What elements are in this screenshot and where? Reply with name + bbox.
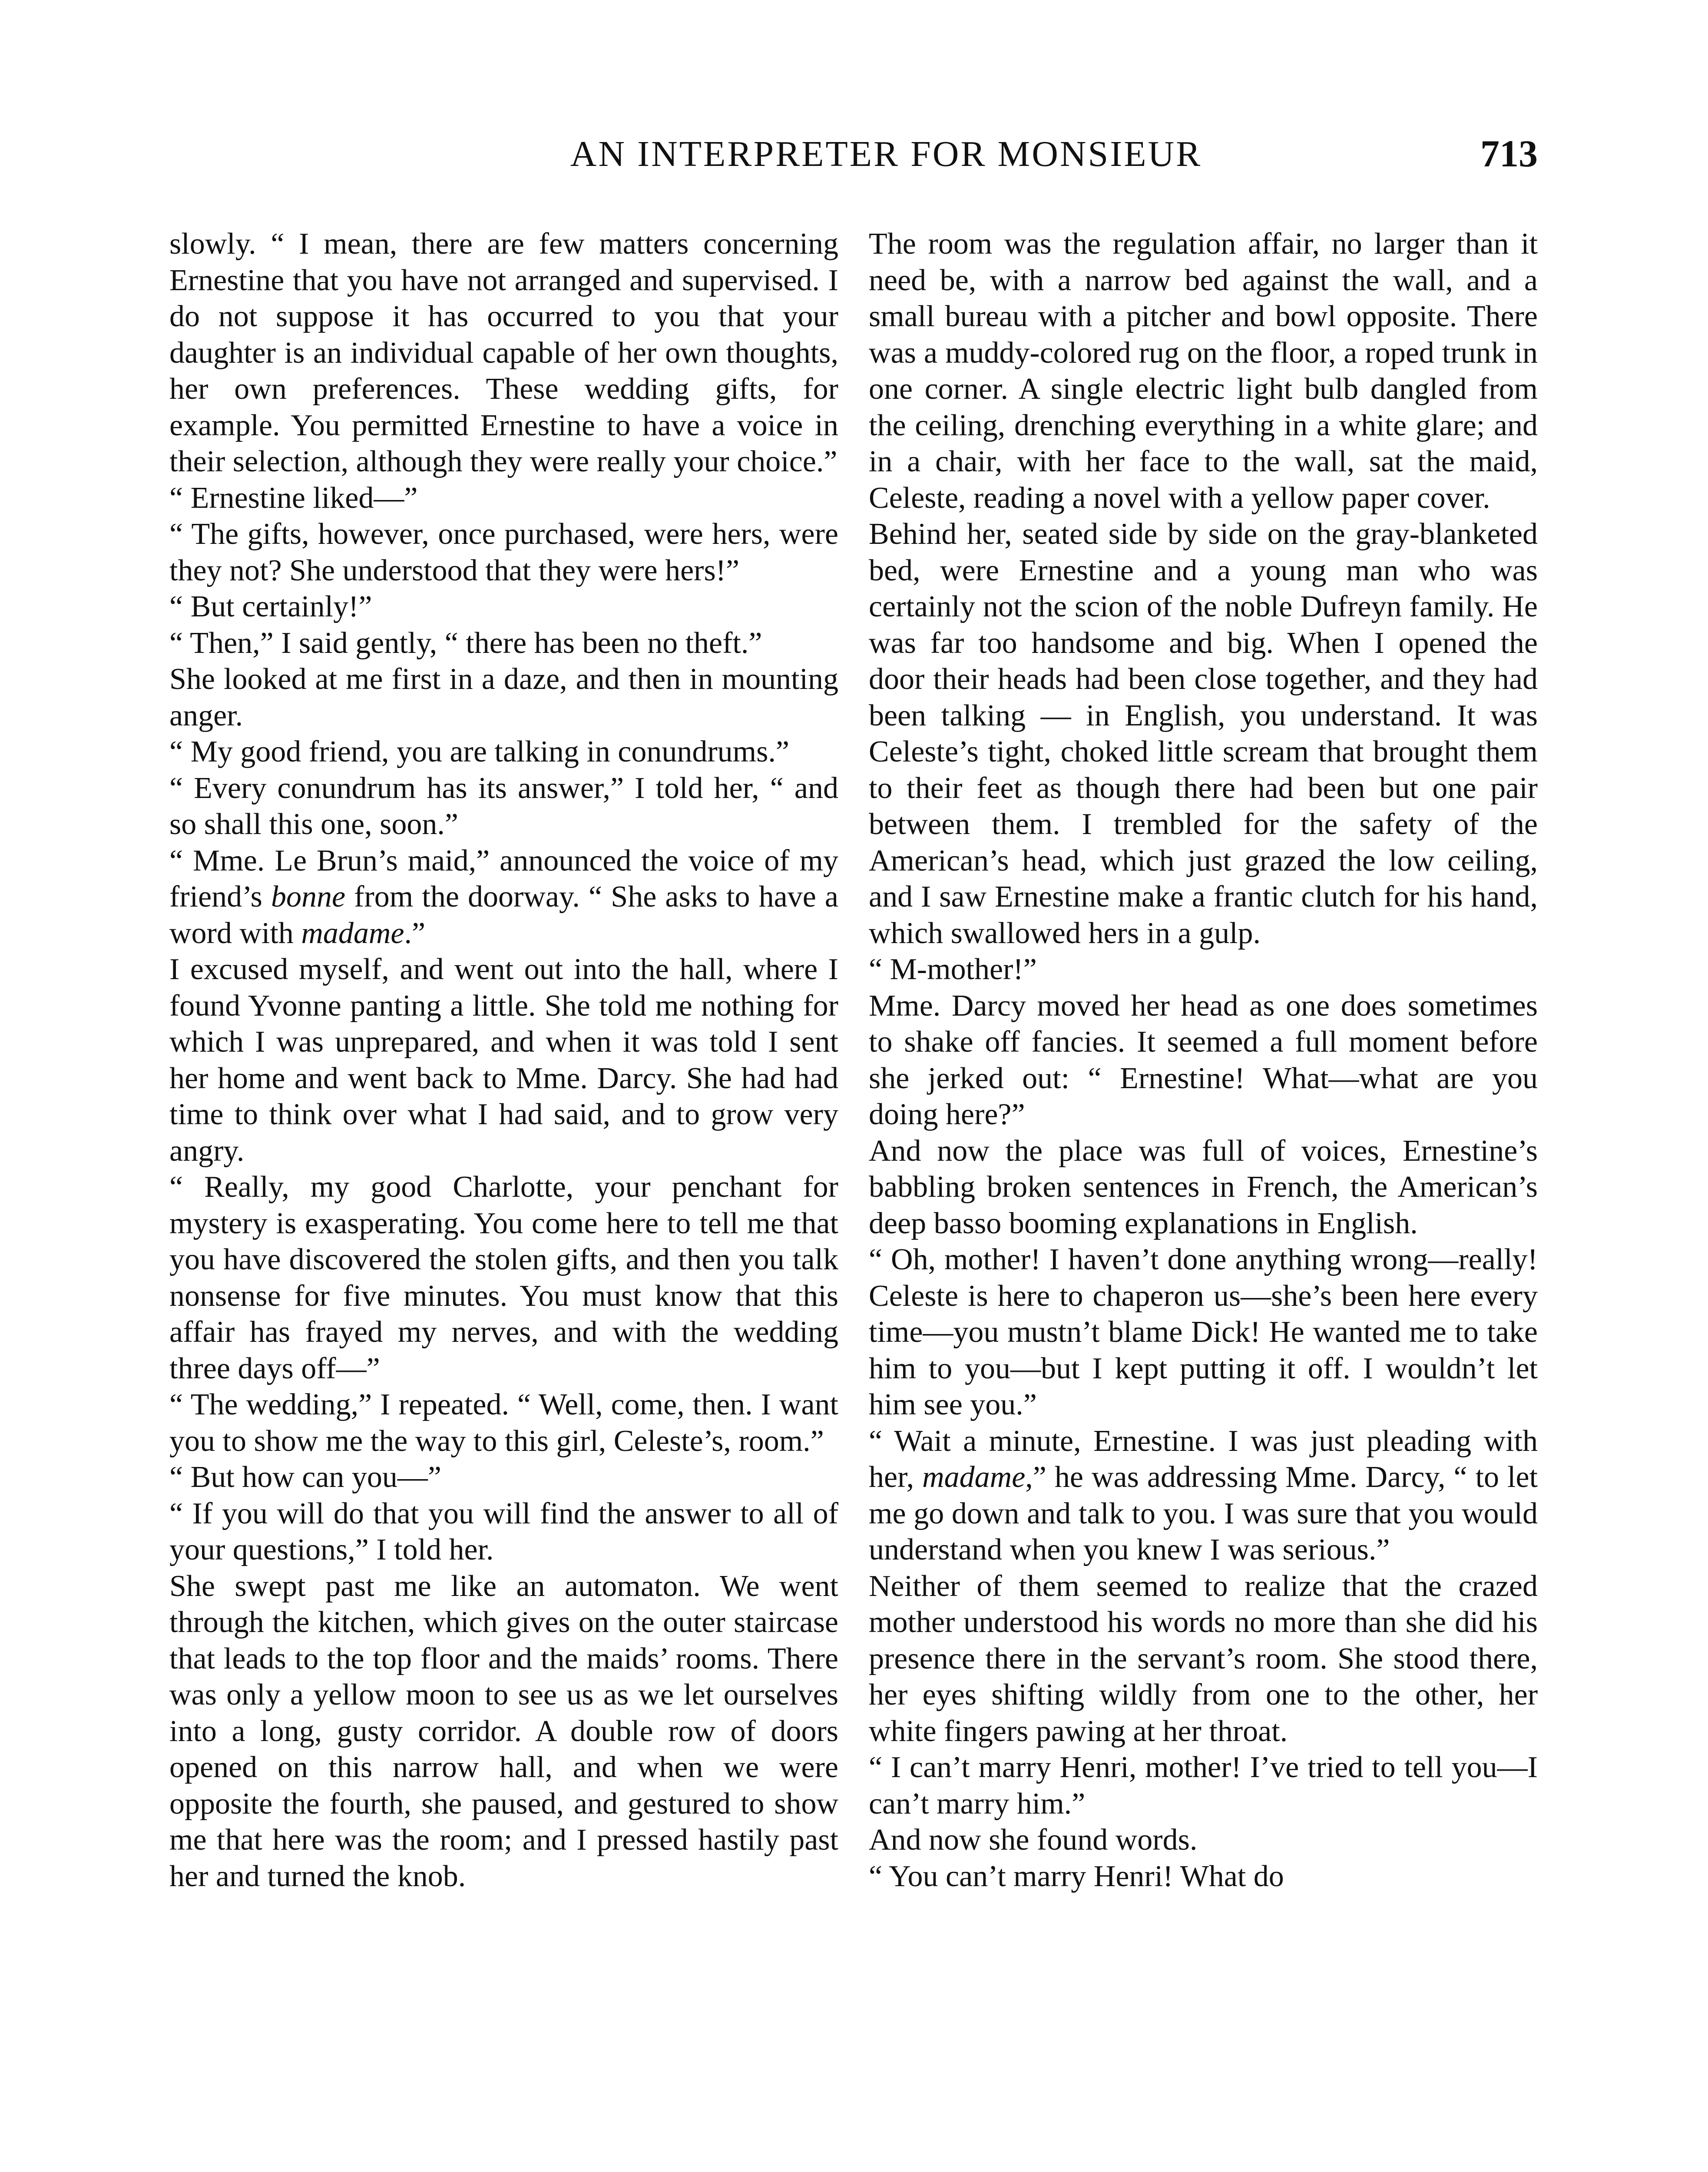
paragraph: “ But how can you—” xyxy=(169,1460,441,1494)
paragraph: “ The wedding,” I repeated. “ Well, come, then. I want you to show me the way to this girl, Celeste’s, room.” xyxy=(169,1388,838,1458)
paragraph: “ The gifts, however, once purchased, were hers, were they not? She understood that they were hers!” xyxy=(169,517,838,587)
paragraph: “ But certainly!” xyxy=(169,590,372,623)
italic-word: madame xyxy=(922,1460,1026,1494)
italic-word: bonne xyxy=(271,880,346,914)
paragraph: Behind her, seated side by side on the gray-blanketed bed, were Ernestine and a young man who was certainly not the scion of the noble Dufreyn family. He was far too handsome and big. When I opened the door their heads had been close together, and they had been talking — in English, you understand. It was Celeste’s tight, choked little scream that brought them to their feet as though there had been but one pair between them. I trembled for the safety of the American’s head, which just grazed the low ceiling, and I saw Ernestine make a frantic clutch for his hand, which swallowed hers in a gulp. xyxy=(869,517,1538,950)
paragraph: She swept past me like an automaton. We went through the kitchen, which gives on the outer staircase that leads to the top floor and the maids’ rooms. There was only a yellow moon to see us as we let ourselves into a long, gusty corridor. A double row of doors opened on this narrow hall, and when we were opposite the fourth, she paused, and gestured to show me that here was the room; and I pressed hastily past her and turned the knob. xyxy=(169,1569,838,1893)
paragraph: “ Then,” I said gently, “ there has been no theft.” xyxy=(169,626,762,660)
paragraph: And now the place was full of voices, Ernestine’s babbling broken sentences in French, the American’s deep basso booming explanations in English. xyxy=(869,1134,1538,1240)
paragraph: And now she found words. xyxy=(869,1823,1198,1857)
paragraph: “ Ernestine liked—” xyxy=(169,481,418,515)
paragraph: “ Really, my good Charlotte, your penchant for mystery is exasperating. You come here to tell me that you have discovered the stolen gifts, and then you talk nonsense for five minutes. You must know that this affair has frayed my nerves, and with the wedding three days off—” xyxy=(169,1170,838,1385)
paragraph: “ Wait a minute, Ernestine. I was just pleading with her, madame,” he was addressing Mme. Darcy, “ to let me go down and talk to you. I was sure that you would understand when you knew I was serious.” xyxy=(869,1424,1538,1566)
right-column xyxy=(869,226,1538,1894)
paragraph: Neither of them seemed to realize that the crazed mother understood his words no more than she did his presence there in the servant’s room. She stood there, her eyes shifting wildly from one to the other, her white fingers pawing at her throat. xyxy=(869,1569,1538,1748)
paragraph: Mme. Darcy moved her head as one does sometimes to shake off fancies. It seemed a full moment before she jerked out: “ Ernestine! What—what are you doing here?” xyxy=(869,989,1538,1131)
paragraph: slowly. “ I mean, there are few matters concerning Ernestine that you have not arranged and supervised. I do not suppose it has occurred to you that your daughter is an individual capable of her own thoughts, her own preferences. These wedding gifts, for example. You permitted Ernestine to have a voice in their selection, although they were really your choice.” xyxy=(169,227,838,478)
paragraph: “ Every conundrum has its answer,” I told her, “ and so shall this one, soon.” xyxy=(169,771,838,841)
paragraph: The room was the regulation affair, no larger than it need be, with a narrow bed against the wall, and a small bureau with a pitcher and bowl opposite. There was a muddy-colored rug on the floor, a roped trunk in one corner. A single electric light bulb dangled from the ceiling, drenching everything in a white glare; and in a chair, with her face to the wall, sat the maid, Celeste, reading a novel with a yellow paper cover. xyxy=(869,227,1538,515)
paragraph: She looked at me first in a daze, and then in mounting anger. xyxy=(169,662,838,732)
paragraph: “ If you will do that you will find the answer to all of your questions,” I told her. xyxy=(169,1497,838,1566)
italic-word: madame xyxy=(301,916,404,950)
paragraph: “ You can’t marry Henri! What do xyxy=(869,1859,1284,1893)
paragraph: “ Mme. Le Brun’s maid,” announced the voice of my friend’s bonne from the doorway. “ She asks to have a word with madame.” xyxy=(169,844,839,950)
page-number: 713 xyxy=(1480,133,1538,175)
paragraph: “ My good friend, you are talking in conundrums.” xyxy=(169,735,789,768)
page-header xyxy=(169,130,1538,178)
paragraph: I excused myself, and went out into the hall, where I found Yvonne panting a little. She told me nothing for which I was unprepared, and when it was told I sent her home and went back to Mme. Darcy. She had had time to think over what I had said, and to grow very angry. xyxy=(169,953,838,1168)
left-column xyxy=(169,226,838,1894)
paragraph: “ Oh, mother! I haven’t done anything wrong—really! Celeste is here to chaperon us—she’s been here every time—you mustn’t blame Dick! He wanted me to take him to you—but I kept putting it off. I wouldn’t let him see you.” xyxy=(869,1243,1538,1421)
paragraph: “ M-mother!” xyxy=(869,953,1037,986)
running-title: AN INTERPRETER FOR MONSIEUR xyxy=(570,134,1202,174)
paragraph: “ I can’t marry Henri, mother! I’ve tried to tell you—I can’t marry him.” xyxy=(869,1751,1538,1821)
